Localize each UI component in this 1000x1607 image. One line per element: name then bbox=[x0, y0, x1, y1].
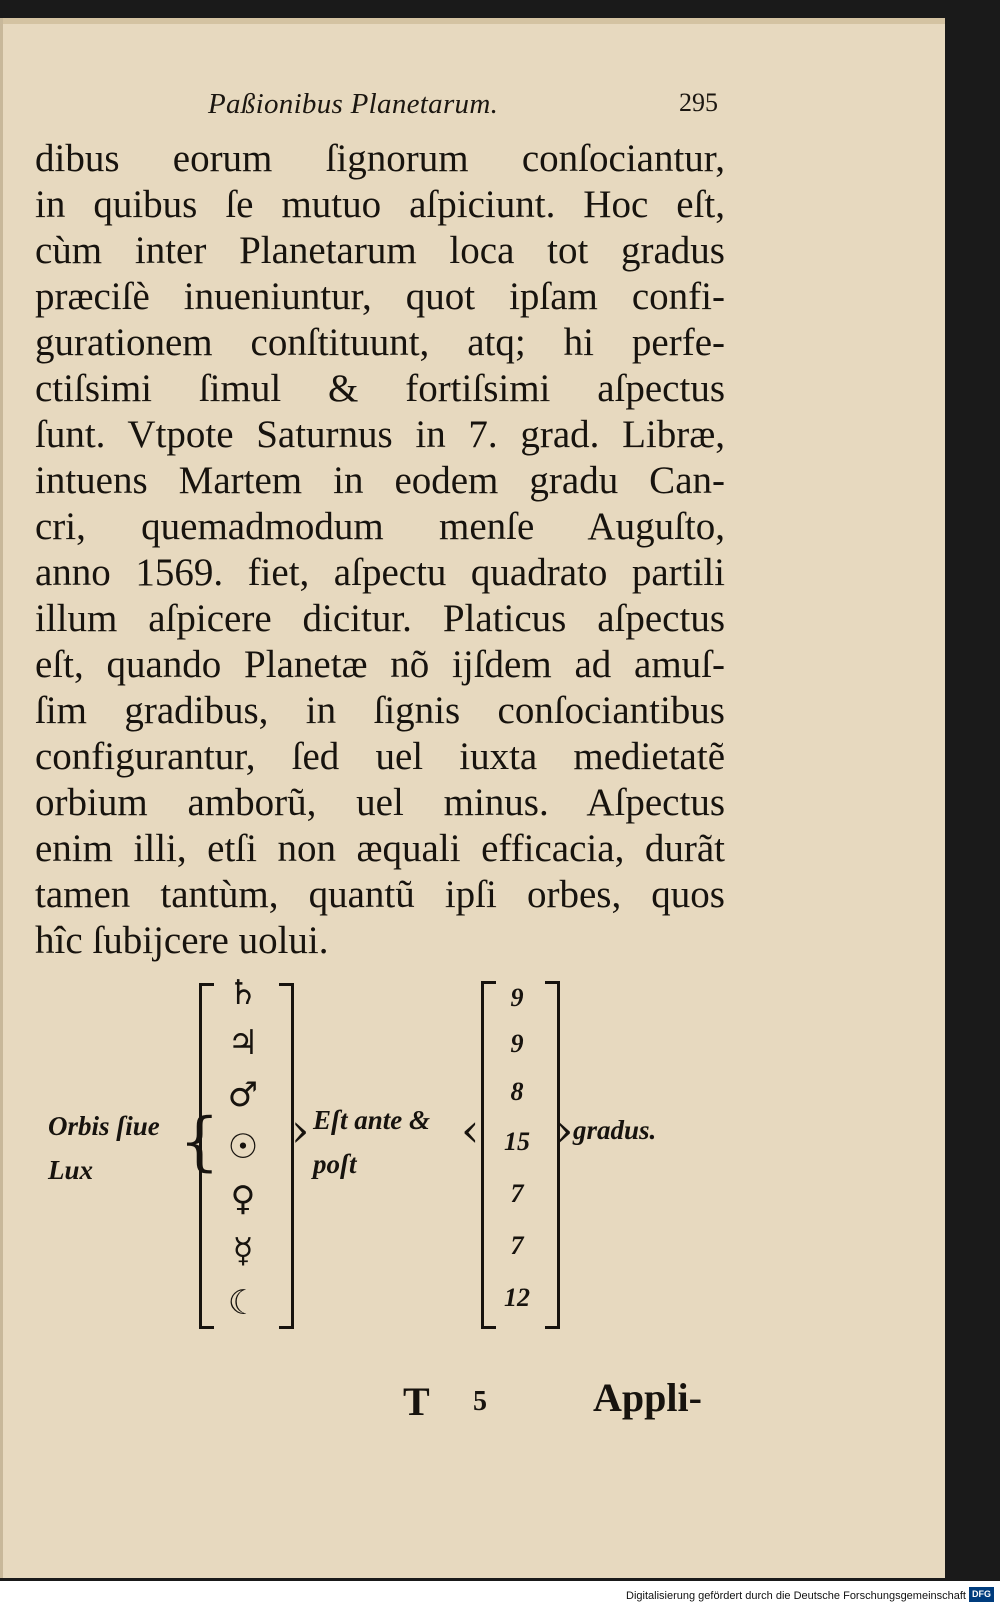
text-line: in quibus ſe mutuo aſpiciunt. Hoc eſt, bbox=[35, 183, 725, 226]
text-line: ſunt. Vtpote Saturnus in 7. grad. Libræ, bbox=[35, 413, 725, 456]
degree-value: 7 bbox=[510, 1179, 524, 1208]
body-text bbox=[35, 136, 725, 964]
page-number: 295 bbox=[679, 88, 718, 117]
orb-table bbox=[43, 973, 743, 1393]
text-line: præciſè inueniuntur, quot ipſam confi- bbox=[35, 275, 725, 318]
venus-symbol: ♀ bbox=[230, 1179, 256, 1219]
text-line: dibus eorum ſignorum conſociantur, bbox=[35, 137, 725, 180]
gradus-label: gradus. bbox=[573, 1115, 657, 1145]
degree-value: 9 bbox=[510, 1029, 524, 1058]
running-title: Paßionibus Planetarum. bbox=[208, 88, 499, 120]
text-line: orbium amborũ, uel minus. Aſpectus bbox=[35, 781, 725, 824]
signature-mark: T bbox=[403, 1379, 430, 1424]
text-line: cùm inter Planetarum loca tot gradus bbox=[35, 229, 725, 272]
mercury-symbol: ☿ bbox=[232, 1231, 254, 1271]
degree-value: 9 bbox=[510, 983, 524, 1012]
catchword: Appli- bbox=[593, 1375, 702, 1420]
lux-label: Lux bbox=[48, 1155, 94, 1185]
text-line: ſim gradibus, in ſignis conſociantibus bbox=[35, 689, 725, 732]
text-line: anno 1569. fiet, aſpectu quadrato partili bbox=[35, 551, 725, 594]
text-line: intuens Martem in eodem gradu Can- bbox=[35, 459, 725, 502]
text-line: hîc ſubijcere uolui. bbox=[35, 919, 329, 962]
saturn-symbol: ♄ bbox=[227, 973, 259, 1013]
est-ante-label: Eſt ante & bbox=[313, 1105, 431, 1135]
left-brace: { bbox=[179, 1105, 220, 1179]
degree-value: 7 bbox=[510, 1231, 524, 1260]
planet-bracket-left bbox=[199, 983, 214, 1329]
degree-value: 8 bbox=[510, 1077, 524, 1106]
text-line: illum aſpicere dicitur. Platicus aſpectus bbox=[35, 597, 725, 640]
degree-value: 12 bbox=[504, 1283, 530, 1312]
text-line: tamen tantùm, quantũ ipſi orbes, quos bbox=[35, 873, 725, 916]
jupiter-symbol: ♃ bbox=[227, 1023, 259, 1063]
text-line: gurationem conſtituunt, atq; hi perfe- bbox=[35, 321, 725, 364]
text-line: ctiſsimi ſimul & fortiſsimi aſpectus bbox=[35, 367, 725, 410]
book-page bbox=[0, 18, 945, 1578]
moon-symbol: ☾ bbox=[227, 1283, 259, 1323]
signature-number: 5 bbox=[473, 1386, 487, 1417]
credit-text: Digitalisierung gefördert durch die Deutsche Forschungsgemeinschaft bbox=[626, 1590, 966, 1602]
orbis-label: Orbis ſiue bbox=[48, 1111, 160, 1141]
page-top-edge bbox=[3, 18, 945, 24]
gradus-brace: › bbox=[555, 1103, 574, 1157]
mars-symbol: ♂ bbox=[227, 1075, 259, 1115]
middle-right-brace: › bbox=[291, 1103, 310, 1157]
digitization-credit-bar bbox=[0, 1581, 1000, 1607]
text-line: eſt, quando Planetæ nõ ijſdem ad amuſ- bbox=[35, 643, 725, 686]
dfg-logo: DFG bbox=[969, 1587, 994, 1602]
degree-value: 15 bbox=[504, 1127, 530, 1156]
text-line: enim illi, etſi non æquali efficacia, durãt bbox=[35, 827, 725, 870]
middle-left-brace: ‹ bbox=[461, 1103, 480, 1157]
text-line: cri, quemadmodum menſe Auguſto, bbox=[35, 505, 725, 548]
post-label: poſt bbox=[313, 1149, 357, 1179]
sun-symbol: ☉ bbox=[227, 1127, 259, 1167]
text-line: configurantur, ſed uel iuxta medietatẽ bbox=[35, 735, 725, 778]
